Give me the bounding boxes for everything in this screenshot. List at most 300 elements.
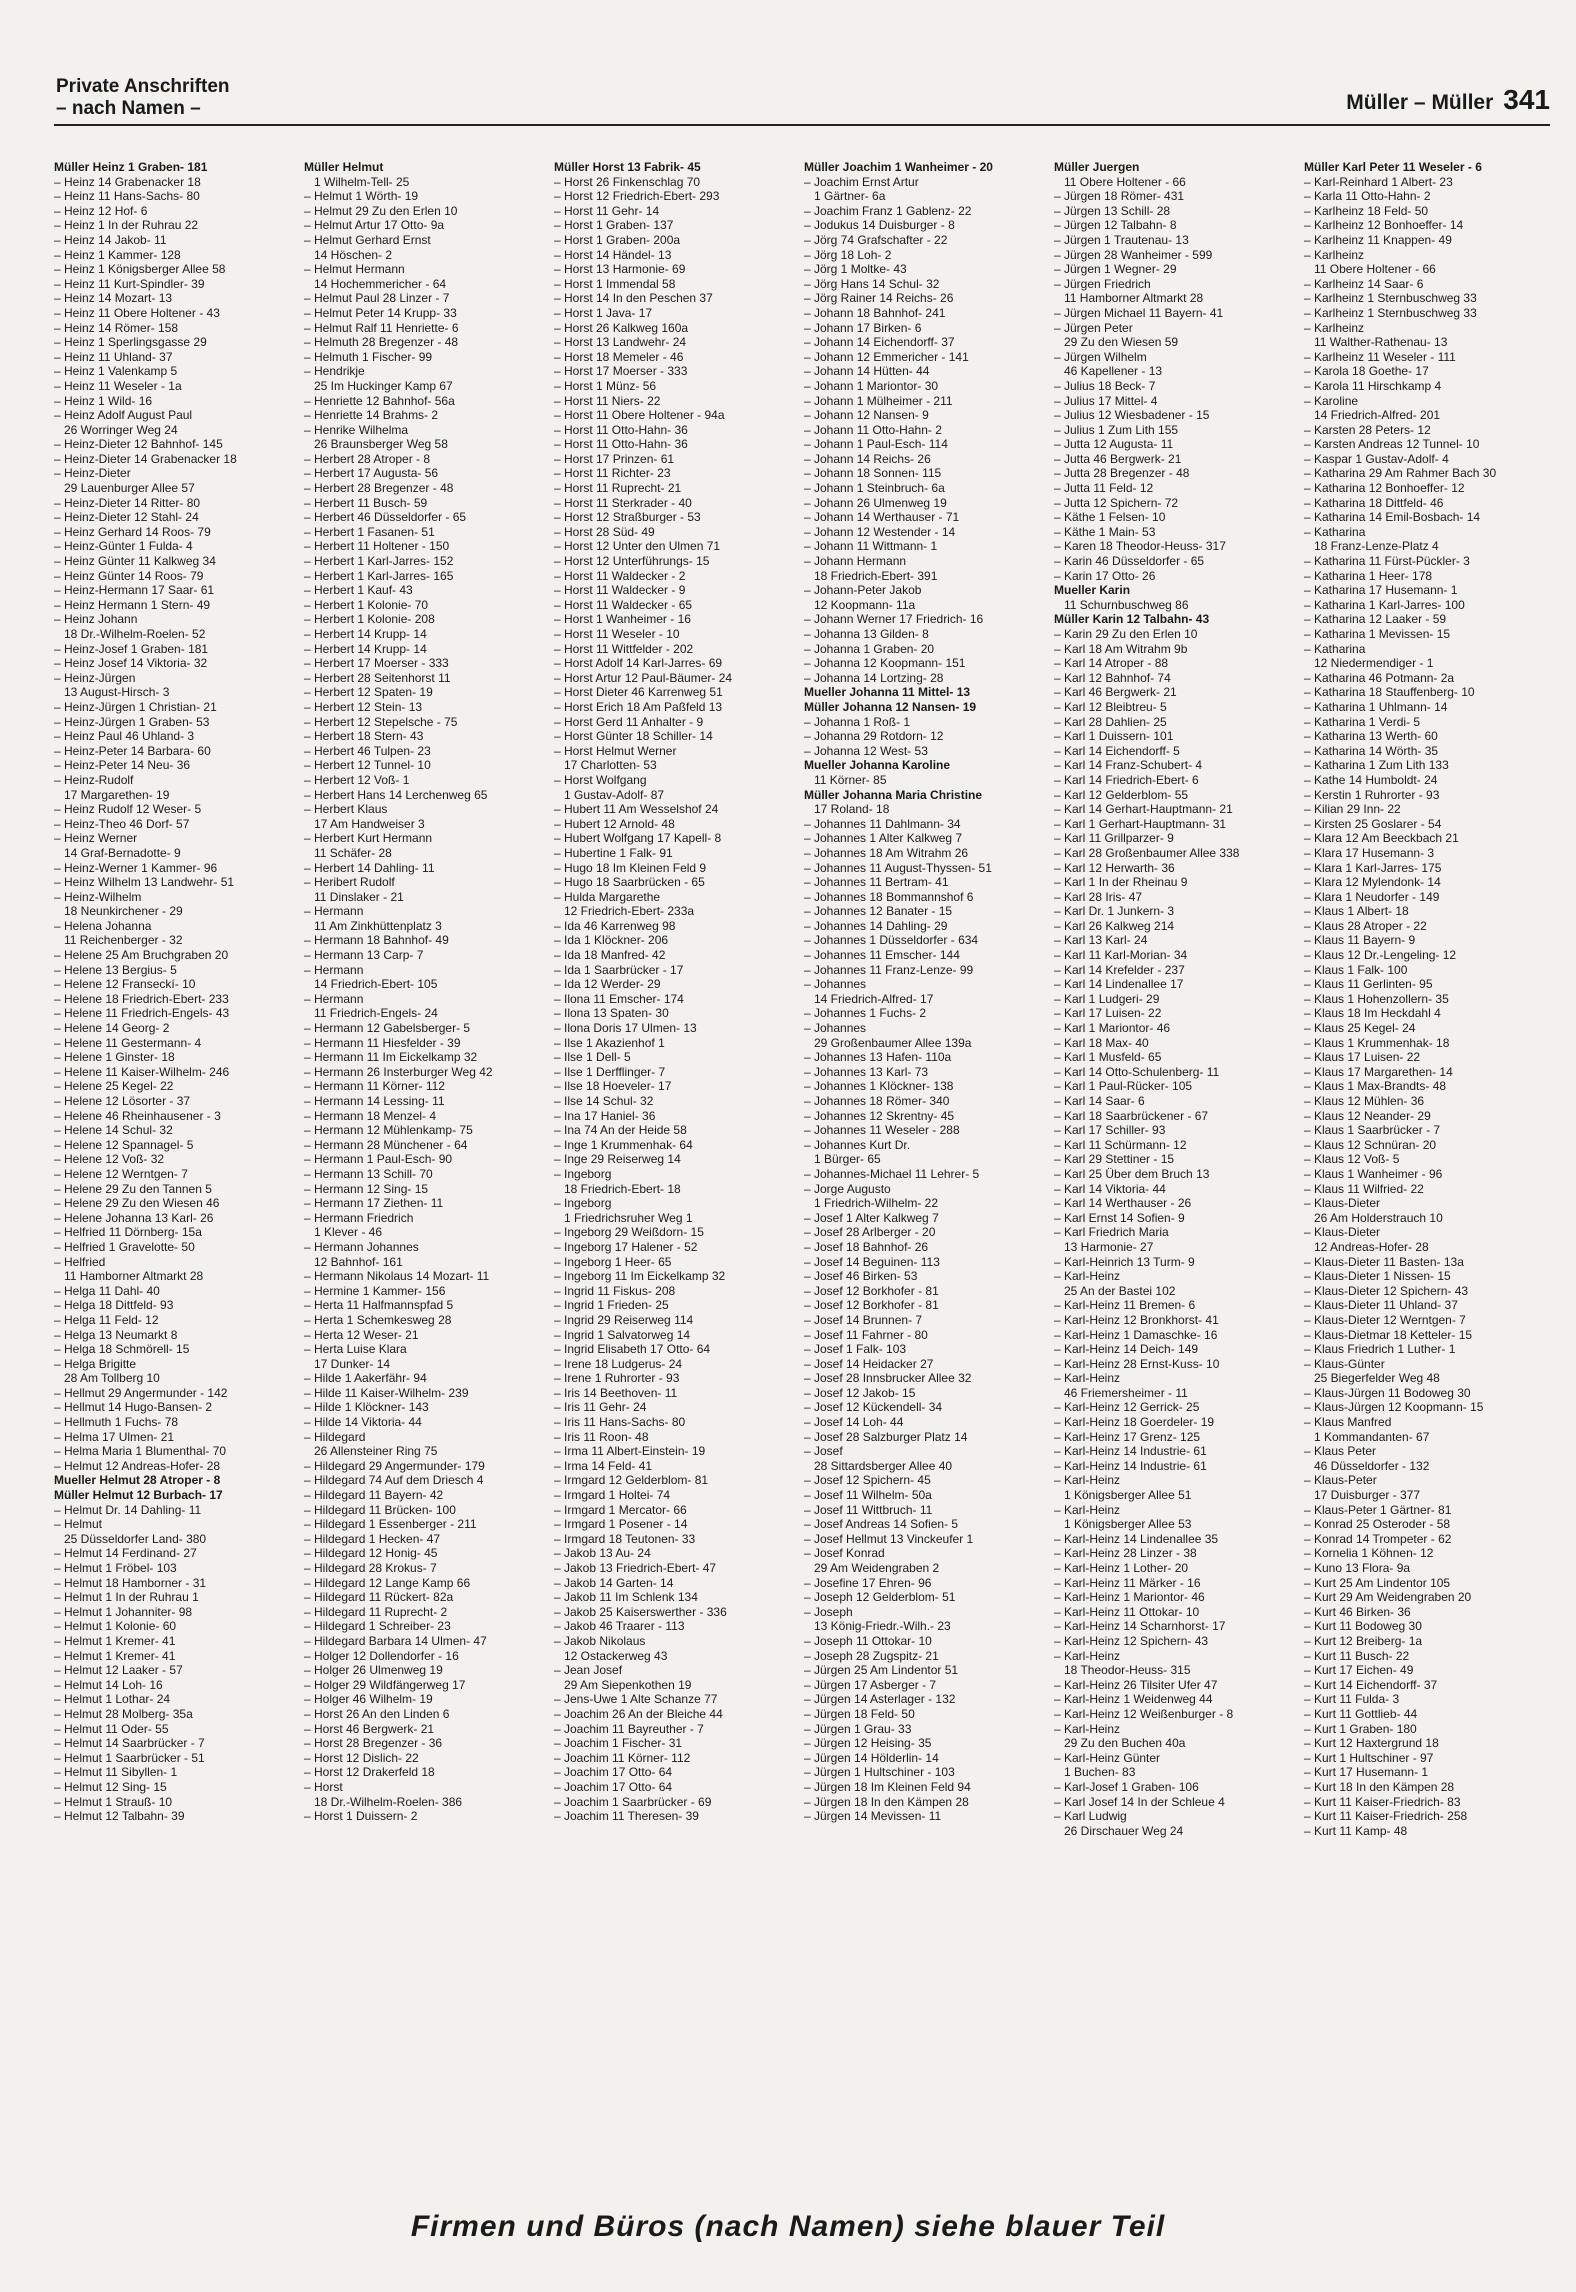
listing-entry: – Heinz 1 Wild- 16 xyxy=(54,393,153,408)
listing-entry: 18 Friedrich-Ebert- 18 xyxy=(564,1181,681,1196)
listing-entry: – Kornelia 1 Köhnen- 12 xyxy=(1304,1546,1434,1561)
listing-entry: – Helmut Dr. 14 Dahling- 11 xyxy=(54,1502,202,1517)
listing-entry: – Helmut Gerhard Ernst xyxy=(304,232,431,247)
listing-entry: – Helene 11 Friedrich-Engels- 43 xyxy=(54,1006,230,1021)
listing-entry: – Helene 14 Georg- 2 xyxy=(54,1021,170,1036)
listing-entry: 11 Hamborner Altmarkt 28 xyxy=(64,1269,204,1284)
listing-entry: – Julius 12 Wiesbadener - 15 xyxy=(1054,408,1210,423)
listing-entry: – Horst 14 Händel- 13 xyxy=(554,247,672,262)
listing-entry: – Joseph 12 Gelderblom- 51 xyxy=(804,1590,956,1605)
listing-entry: 25 Im Huckinger Kamp 67 xyxy=(314,378,453,393)
listing-entry: – Hermann 13 Carp- 7 xyxy=(304,948,424,963)
listing-entry: – Heinz-Dieter 12 Bahnhof- 145 xyxy=(54,437,223,452)
listing-entry: – Holger 29 Wildfängerweg 17 xyxy=(304,1677,466,1692)
listing-entry: – Karl 14 Eichendorff- 5 xyxy=(1054,743,1180,758)
listing-entry: – Josef 12 Borkhofer - 81 xyxy=(804,1298,939,1313)
listing-entry: – Helmuth 1 Fischer- 99 xyxy=(304,349,433,364)
listing-entry: – Inge 1 Krummenhak- 64 xyxy=(554,1137,693,1152)
listing-entry: – Joachim 11 Bayreuther - 7 xyxy=(554,1721,704,1736)
listing-entry: – Henrike Wilhelma xyxy=(304,422,409,437)
listing-entry: – Irmgard 1 Posener - 14 xyxy=(554,1517,688,1532)
listing-entry: – Herbert Kurt Hermann xyxy=(304,831,433,846)
listing-entry: – Herbert 14 Dahling- 11 xyxy=(304,860,435,875)
listing-entry: – Karl 14 Otto-Schulenberg- 11 xyxy=(1054,1064,1220,1079)
listing-entry: – Horst 11 Obere Holtener - 94a xyxy=(554,408,725,423)
listing-entry: – Johannes 14 Dahling- 29 xyxy=(804,918,948,933)
listing-entry: – Jürgen 1 Wegner- 29 xyxy=(1054,262,1177,277)
listing-entry: – Katharina 1 Mevissen- 15 xyxy=(1304,627,1451,641)
listing-entry: – Horst 12 Unterführungs- 15 xyxy=(554,554,710,569)
listing-entry: 46 Düsseldorfer - 132 xyxy=(1314,1458,1430,1473)
listing-entry: – Hildegard 11 Ruprecht- 2 xyxy=(304,1604,448,1619)
listing-entry: – Karl 26 Kalkweg 214 xyxy=(1054,918,1175,933)
listing-entry: – Julius 17 Mittel- 4 xyxy=(1054,393,1158,408)
listing-entry: – Jürgen 1 Grau- 33 xyxy=(804,1721,912,1736)
listing-entry: Müller Karl Peter 11 Weseler - 6 xyxy=(1304,160,1482,174)
listing-entry: 1 Buchen- 83 xyxy=(1064,1765,1136,1780)
listing-entry: – Hildegard 11 Brücken- 100 xyxy=(304,1502,456,1517)
listing-entry: – Kurt 1 Hultschiner - 97 xyxy=(1304,1750,1434,1765)
listing-entry: – Johann 18 Sonnen- 115 xyxy=(804,466,942,481)
listing-entry: – Hellmut 14 Hugo-Bansen- 2 xyxy=(54,1400,213,1415)
listing-entry: – Karl 14 Viktoria- 44 xyxy=(1054,1181,1166,1196)
listing-entry: – Katharina 18 Dittfeld- 46 xyxy=(1304,495,1444,510)
listing-entry: – Kurt 11 Gottlieb- 44 xyxy=(1304,1706,1418,1721)
listing-entry: – Hugo 18 Im Kleinen Feld 9 xyxy=(554,860,707,875)
listing-entry: – Heinz-Dieter 14 Ritter- 80 xyxy=(54,495,201,510)
listing-entry: – Karlheinz 14 Saar- 6 xyxy=(1304,276,1424,291)
listing-entry: – Karl-Heinz xyxy=(1054,1269,1121,1284)
section-title-line1: Private Anschriften xyxy=(56,76,230,97)
listing-entry: – Johanna 12 Koopmann- 151 xyxy=(804,656,966,671)
listing-entry: – Heinz 1 In der Ruhrau 22 xyxy=(54,218,199,233)
listing-entry: – Karl-Heinz 12 Bronkhorst- 41 xyxy=(1054,1312,1219,1327)
listing-entry: – Johanna 29 Rotdorn- 12 xyxy=(804,729,944,744)
listing-entry: – Hilde 14 Viktoria- 44 xyxy=(304,1415,422,1430)
listing-entry: – Klaus-Dieter xyxy=(1304,1225,1381,1240)
listing-entry: – Ilona 13 Spaten- 30 xyxy=(554,1006,669,1021)
listing-entry: – Karl 14 Gerhart-Hauptmann- 21 xyxy=(1054,802,1233,817)
listing-entry: – Heinz-Theo 46 Dorf- 57 xyxy=(54,816,190,831)
listing-entry: – Helmut 12 Sing- 15 xyxy=(54,1779,167,1794)
listing-entry: – Hilde 1 Klöckner- 143 xyxy=(304,1400,429,1415)
listing-entry: – Herbert Hans 14 Lerchenweg 65 xyxy=(304,787,488,802)
listing-entry: – Helene 12 Lösorter - 37 xyxy=(54,1094,191,1108)
listing-entry: – Kurt 29 Am Weidengraben 20 xyxy=(1304,1590,1472,1605)
listing-entry: – Karl Josef 14 In der Schleue 4 xyxy=(1054,1794,1225,1809)
listing-entry: – Kurt 25 Am Lindentor 105 xyxy=(1304,1575,1451,1590)
listing-entry: – Jürgen 18 In den Kämpen 28 xyxy=(804,1794,969,1809)
listing-entry: – Ingeborg 17 Halener - 52 xyxy=(554,1239,698,1254)
listing-entry: – Jakob 13 Friedrich-Ebert- 47 xyxy=(554,1561,717,1575)
listing-entry: 1 Klever - 46 xyxy=(314,1225,383,1240)
listing-entry: – Hermann 11 Hiesfelder - 39 xyxy=(304,1035,461,1050)
listing-entry: – Helmut 1 Fröbel- 103 xyxy=(54,1561,177,1575)
listing-entry: – Jens-Uwe 1 Alte Schanze 77 xyxy=(554,1692,718,1707)
listing-entry: – Klaus-Dieter 12 Spichern- 43 xyxy=(1304,1283,1469,1298)
listing-entry: – Holger 46 Wilhelm- 19 xyxy=(304,1692,433,1707)
listing-entry: – Kurt 14 Eichendorff- 37 xyxy=(1304,1677,1438,1692)
listing-entry: – Helene 25 Am Bruchgraben 20 xyxy=(54,948,229,963)
section-title-line2: – nach Namen – xyxy=(56,98,201,119)
listing-entry: – Johann 26 Ulmenweg 19 xyxy=(804,495,947,510)
listing-entry: – Karl 25 Über dem Bruch 13 xyxy=(1054,1166,1210,1181)
listing-entry: – Horst 1 Münz- 56 xyxy=(554,378,657,393)
listing-entry: – Heinz 14 Römer- 158 xyxy=(54,320,179,335)
listing-entry: – Karl-Heinz 28 Ernst-Kuss- 10 xyxy=(1054,1356,1220,1371)
listing-entry: – Holger 12 Dollendorfer - 16 xyxy=(304,1648,459,1663)
listing-entry: 13 Harmonie- 27 xyxy=(1064,1239,1154,1254)
listing-entry: – Horst Dieter 46 Karrenweg 51 xyxy=(554,685,723,700)
listing-entry: – Josef 11 Wilhelm- 50a xyxy=(804,1488,932,1503)
listing-entry: – Johanna 1 Roß- 1 xyxy=(804,714,911,729)
listing-entry: – Helga 11 Dahl- 40 xyxy=(54,1283,160,1298)
listing-entry: – Horst 26 Finkenschlag 70 xyxy=(554,174,701,189)
listing-entry: – Karl-Reinhard 1 Albert- 23 xyxy=(1304,174,1453,189)
listing-entry: – Karl-Heinz 12 Weißenburger - 8 xyxy=(1054,1706,1234,1721)
listing-entry: – Irene 1 Ruhrorter - 93 xyxy=(554,1371,680,1386)
listing-entry: – Kurt 17 Husemann- 1 xyxy=(1304,1765,1429,1780)
listing-entry: – Karlheinz 1 Sternbuschweg 33 xyxy=(1304,291,1477,306)
listing-entry: 11 Hamborner Altmarkt 28 xyxy=(1064,291,1204,306)
listing-entry: – Heinz-Josef 1 Graben- 181 xyxy=(54,641,209,656)
listing-entry: – Horst 1 Graben- 200a xyxy=(554,232,681,247)
listing-entry: – Karl-Heinz 28 Linzer - 38 xyxy=(1054,1546,1197,1561)
listing-entry: – Helga 18 Dittfeld- 93 xyxy=(54,1298,174,1313)
listing-entry: – Helga Brigitte xyxy=(54,1356,137,1371)
listing-entry: – Heinz 1 Kammer- 128 xyxy=(54,247,181,262)
listing-entry: – Helene 46 Rheinhausener - 3 xyxy=(54,1108,221,1123)
listing-entry: – Karlheinz 11 Knappen- 49 xyxy=(1304,232,1452,247)
listing-entry: – Karl 28 Iris- 47 xyxy=(1054,889,1143,904)
listing-entry: – Helene Johanna 13 Karl- 26 xyxy=(54,1210,214,1225)
listing-entry: – Helene 18 Friedrich-Ebert- 233 xyxy=(54,991,229,1006)
listing-entry: 1 Friedrich-Wilhelm- 22 xyxy=(814,1196,939,1211)
listing-entry: – Herbert Klaus xyxy=(304,802,388,817)
listing-entry: – Heinz-Rudolf xyxy=(54,772,134,787)
listing-entry: – Johanna 13 Gilden- 8 xyxy=(804,627,929,641)
listing-entry: – Karl-Heinz 18 Goerdeler- 19 xyxy=(1054,1415,1215,1430)
listing-entry: – Johannes 1 Klöckner- 138 xyxy=(804,1079,954,1094)
listing-entry: – Josef 46 Birken- 53 xyxy=(804,1269,918,1284)
listing-entry: – Heribert Rudolf xyxy=(304,875,395,890)
listing-entry: – Irma 14 Feld- 41 xyxy=(554,1458,653,1473)
listing-entry: – Herbert 28 Atroper - 8 xyxy=(304,451,431,466)
listing-entry: Müller Heinz 1 Graben- 181 xyxy=(54,160,208,174)
listing-entry: – Hildegard 1 Schreiber- 23 xyxy=(304,1619,451,1634)
listing-entry: – Horst 11 Waldecker - 2 xyxy=(554,568,686,583)
listing-entry: – Horst 11 Otto-Hahn- 36 xyxy=(554,422,688,437)
listing-entry: – Klaus-Dieter 11 Uhland- 37 xyxy=(1304,1298,1458,1313)
listing-entry: – Helene 29 Zu den Wiesen 46 xyxy=(54,1196,220,1211)
listing-entry: – Karl-Heinz 14 Industrie- 61 xyxy=(1054,1444,1207,1459)
listing-entry: 29 Am Siepenkothen 19 xyxy=(564,1677,692,1692)
listing-entry: – Kurt 11 Kamp- 48 xyxy=(1304,1823,1408,1838)
listing-entry: – Johannes 11 Dahlmann- 34 xyxy=(804,816,961,831)
section-header xyxy=(56,76,230,120)
listing-entry: – Hilde 11 Kaiser-Wilhelm- 239 xyxy=(304,1385,469,1400)
listing-entry: – Horst Artur 12 Paul-Bäumer- 24 xyxy=(554,670,733,685)
listing-entry: – Johann 14 Eichendorff- 37 xyxy=(804,335,955,350)
listing-entry: – Klaus-Jürgen 11 Bodoweg 30 xyxy=(1304,1385,1471,1400)
listing-entry: – Hildegard Barbara 14 Ulmen- 47 xyxy=(304,1633,487,1648)
listing-entry: – Johann 18 Bahnhof- 241 xyxy=(804,305,946,320)
listing-entry: – Karl Ernst 14 Sofien- 9 xyxy=(1054,1210,1185,1225)
listing-entry: – Karla 11 Otto-Hahn- 2 xyxy=(1304,189,1431,204)
listing-entry: – Heinz Günter 14 Roos- 79 xyxy=(54,568,204,583)
listing-entry: – Helga 18 Schmörell- 15 xyxy=(54,1342,190,1357)
listing-entry: – Johannes 12 Skrentny- 45 xyxy=(804,1108,955,1123)
listing-entry: – Horst 11 Otto-Hahn- 36 xyxy=(554,437,688,452)
listing-entry: Mueller Johanna Karoline xyxy=(804,758,951,773)
listing-entry: – Joseph xyxy=(804,1604,853,1619)
listing-entry: – Klaus 1 Krummenhak- 18 xyxy=(1304,1035,1450,1050)
listing-entry: – Hubert 11 Am Wesselshof 24 xyxy=(554,802,719,817)
listing-entry: – Karl 14 Friedrich-Ebert- 6 xyxy=(1054,772,1199,787)
listing-entry: – Ilse 18 Hoeveler- 17 xyxy=(554,1079,672,1094)
listing-entry: – Heinz Paul 46 Uhland- 3 xyxy=(54,729,195,744)
listing-entry: 12 Ostackerweg 43 xyxy=(564,1648,668,1663)
listing-entry: – Helmut 29 Zu den Erlen 10 xyxy=(304,203,458,218)
listing-entry: – Johannes 11 Bertram- 41 xyxy=(804,875,949,890)
listing-entry: – Hildegard 74 Auf dem Driesch 4 xyxy=(304,1473,484,1488)
listing-entry: – Kurt 17 Eichen- 49 xyxy=(1304,1663,1414,1678)
listing-entry: – Heinz-Jürgen 1 Christian- 21 xyxy=(54,699,217,714)
listing-entry: – Helga 11 Feld- 12 xyxy=(54,1312,159,1327)
listing-entry: – Helmut 1 Strauß- 10 xyxy=(54,1794,173,1809)
listing-entry: – Kurt 11 Kaiser-Friedrich- 258 xyxy=(1304,1809,1468,1824)
listing-entry: – Herbert 28 Bregenzer - 48 xyxy=(304,481,454,496)
listing-entry: – Josef 14 Beguinen- 113 xyxy=(804,1254,940,1269)
listing-entry: – Horst 17 Moerser - 333 xyxy=(554,364,688,379)
column-1 xyxy=(54,160,304,2180)
listing-entry: – Klaus 12 Schnüran- 20 xyxy=(1304,1137,1437,1152)
listing-entry: – Klaus 1 Wanheimer - 96 xyxy=(1304,1166,1443,1181)
listing-entry: 17 Duisburger - 377 xyxy=(1314,1488,1421,1503)
listing-entry: – Joachim 11 Körner- 112 xyxy=(554,1750,691,1765)
listing-entry: 46 Friemersheimer - 11 xyxy=(1064,1385,1188,1400)
listing-entry: – Johann 1 Mülheimer - 211 xyxy=(804,393,953,408)
listing-entry: – Hildegard 11 Rückert- 82a xyxy=(304,1590,454,1605)
listing-entry: 26 Am Holderstrauch 10 xyxy=(1314,1210,1443,1225)
listing-entry: – Katharina 1 Verdi- 5 xyxy=(1304,714,1421,729)
listing-entry: – Hildegard xyxy=(304,1429,366,1444)
listing-entry: – Karl-Heinz 1 Damaschke- 16 xyxy=(1054,1327,1218,1342)
listing-entry: – Jörg 1 Moltke- 43 xyxy=(804,262,907,277)
listing-entry: – Karlheinz 11 Weseler - 111 xyxy=(1304,349,1456,364)
listing-entry: – Johannes 1 Fuchs- 2 xyxy=(804,1006,927,1021)
listing-entry: – Horst 12 Unter den Ulmen 71 xyxy=(554,539,721,554)
listing-entry: – Heinz-Werner 1 Kammer- 96 xyxy=(54,860,218,875)
listing-entry: – Karl 14 Werthauser - 26 xyxy=(1054,1196,1192,1211)
listing-entry: 13 König-Friedr.-Wilh.- 23 xyxy=(814,1619,951,1634)
listing-entry: – Heinz Günter 11 Kalkweg 34 xyxy=(54,554,216,569)
listing-entry: 17 Dunker- 14 xyxy=(314,1356,391,1371)
listing-entry: – Karl-Heinz 17 Grenz- 125 xyxy=(1054,1429,1201,1444)
listing-entry: – Horst Adolf 14 Karl-Jarres- 69 xyxy=(554,656,723,671)
listing-entry: – Karlheinz 12 Bonhoeffer- 14 xyxy=(1304,218,1464,233)
listing-entry: – Horst 12 Friedrich-Ebert- 293 xyxy=(554,189,720,204)
listing-entry: – Helmut 11 Oder- 55 xyxy=(54,1721,169,1736)
listing-entry: – Hermann 11 Im Eickelkamp 32 xyxy=(304,1050,478,1065)
listing-entry: – Helmut xyxy=(54,1517,103,1532)
listing-entry: – Jürgen 25 Am Lindentor 51 xyxy=(804,1663,959,1678)
listing-entry: – Helmut 1 In der Ruhrau 1 xyxy=(54,1590,199,1605)
listing-entry: – Helene 1 Ginster- 18 xyxy=(54,1050,175,1065)
listing-entry: – Katharina 12 Laaker - 59 xyxy=(1304,612,1447,627)
listing-entry: – Horst 1 Immendal 58 xyxy=(554,276,676,291)
header-rule xyxy=(54,124,1550,126)
listing-entry: – Johannes 11 August-Thyssen- 51 xyxy=(804,860,992,875)
listing-entry: 18 Dr.-Wilhelm-Roelen- 52 xyxy=(64,627,206,641)
listing-entry: – Ilona 11 Emscher- 174 xyxy=(554,991,684,1006)
listing-entry: – Jürgen 1 Trautenau- 13 xyxy=(1054,232,1189,247)
listing-entry: 29 Zu den Wiesen 59 xyxy=(1064,335,1179,350)
listing-entry: – Henriette 14 Brahms- 2 xyxy=(304,408,439,423)
listing-entry: – Herbert 11 Holtener - 150 xyxy=(304,539,450,554)
listing-entry: – Jürgen 18 Feld- 50 xyxy=(804,1706,915,1721)
listing-entry: – Helmut 18 Hamborner - 31 xyxy=(54,1575,207,1590)
listing-entry: 14 Friedrich-Ebert- 105 xyxy=(314,977,438,992)
listing-entry: – Josef 12 Borkhofer - 81 xyxy=(804,1283,939,1298)
listing-entry: – Heinz 1 Sperlingsgasse 29 xyxy=(54,335,207,350)
listing-entry: – Klaus 11 Gerlinten- 95 xyxy=(1304,977,1433,992)
column-3 xyxy=(554,160,804,2180)
listing-entry: – Klaus Friedrich 1 Luther- 1 xyxy=(1304,1342,1456,1357)
listing-entry: – Hildegard 12 Lange Kamp 66 xyxy=(304,1575,471,1590)
listing-entry: – Karl 18 Max- 40 xyxy=(1054,1035,1149,1050)
listing-entry: – Helene 29 Zu den Tannen 5 xyxy=(54,1181,212,1196)
listing-entry: – Klaus-Dieter 11 Basten- 13a xyxy=(1304,1254,1464,1269)
listing-entry: – Heinz 11 Obere Holtener - 43 xyxy=(54,305,220,320)
listing-entry: – Jakob 46 Traarer - 113 xyxy=(554,1619,685,1634)
listing-entry: – Helene 14 Schul- 32 xyxy=(54,1123,173,1138)
listing-entry: – Johannes 1 Alter Kalkweg 7 xyxy=(804,831,963,846)
listing-entry: – Kurt 11 Fulda- 3 xyxy=(1304,1692,1400,1707)
listing-entry: – Helmut 12 Laaker - 57 xyxy=(54,1663,183,1678)
listing-entry: – Karl-Heinz 11 Märker - 16 xyxy=(1054,1575,1201,1590)
listing-entry: – Herbert 1 Karl-Jarres- 165 xyxy=(304,568,454,583)
listing-entry: – Karl 17 Schiller- 93 xyxy=(1054,1123,1166,1138)
listing-entry: – Heinz 1 Königsberger Allee 58 xyxy=(54,262,226,277)
listing-entry: – Hulda Margarethe xyxy=(554,889,661,904)
listing-entry: Müller Juergen xyxy=(1054,160,1140,174)
listing-entry: – Hubert Wolfgang 17 Kapell- 8 xyxy=(554,831,722,846)
listing-entry: – Ingeborg 1 Heer- 65 xyxy=(554,1254,672,1269)
listing-entry: – Klaus-Dietmar 18 Ketteler- 15 xyxy=(1304,1327,1473,1342)
listing-entry: 11 Obere Holtener - 66 xyxy=(1314,262,1436,277)
listing-entry: 14 Friedrich-Alfred- 17 xyxy=(814,991,934,1006)
listing-entry: – Horst 11 Weseler - 10 xyxy=(554,627,680,641)
listing-entry: 1 Königsberger Allee 53 xyxy=(1064,1517,1192,1532)
listing-entry: – Karlheinz 18 Feld- 50 xyxy=(1304,203,1429,218)
listing-entry: – Josef Andreas 14 Sofien- 5 xyxy=(804,1517,959,1532)
listing-entry: – Karl-Heinz xyxy=(1054,1721,1121,1736)
listing-entry: – Karl-Heinz 1 Mariontor- 46 xyxy=(1054,1590,1205,1605)
listing-entry: – Jakob Nikolaus xyxy=(554,1633,646,1648)
listing-entry: – Horst 1 Duissern- 2 xyxy=(304,1809,418,1824)
listing-entry: – Katharina 17 Husemann- 1 xyxy=(1304,583,1458,598)
listing-entry: – Herbert 1 Fasanen- 51 xyxy=(304,524,435,539)
listing-entry: – Katharina 1 Uhlmann- 14 xyxy=(1304,699,1448,714)
listing-entry: – Jürgen 1 Hultschiner - 103 xyxy=(804,1765,955,1780)
listing-entry: – Heinz-Jürgen 1 Graben- 53 xyxy=(54,714,210,729)
listing-entry: 26 Allensteiner Ring 75 xyxy=(314,1444,438,1459)
listing-entry: 14 Graf-Bernadotte- 9 xyxy=(64,845,181,860)
listing-entry: – Herbert 17 Moerser - 333 xyxy=(304,656,449,671)
listing-entry: – Johann Werner 17 Friedrich- 16 xyxy=(804,612,984,627)
listing-entry: – Horst 28 Süd- 49 xyxy=(554,524,655,539)
listing-entry: – Karl-Heinz 14 Industrie- 61 xyxy=(1054,1458,1207,1473)
listing-entry: – Heinz Hermann 1 Stern- 49 xyxy=(54,597,211,612)
listing-entry: Müller Helmut xyxy=(304,160,384,174)
listing-entry: – Jürgen 28 Wanheimer - 599 xyxy=(1054,247,1213,262)
listing-entry: 29 Großenbaumer Allee 139a xyxy=(814,1035,972,1050)
listing-entry: – Ilse 1 Akazienhof 1 xyxy=(554,1035,665,1050)
listing-entry: – Karl 18 Saarbrückener - 67 xyxy=(1054,1108,1209,1123)
listing-entry: – Irmgard 12 Gelderblom- 81 xyxy=(554,1473,709,1488)
listing-entry: – Klaus 18 Im Heckdahl 4 xyxy=(1304,1006,1441,1021)
listing-entry: – Kurt 11 Busch- 22 xyxy=(1304,1648,1410,1663)
listing-entry: – Jutta 28 Bregenzer - 48 xyxy=(1054,466,1190,481)
listing-entry: Müller Karin 12 Talbahn- 43 xyxy=(1054,612,1210,627)
listing-entry: – Ida 18 Manfred- 42 xyxy=(554,948,666,963)
listing-entry: – Johannes 18 Römer- 340 xyxy=(804,1094,950,1108)
listing-entry: – Helmut Ralf 11 Henriette- 6 xyxy=(304,320,459,335)
listing-entry: – Horst 11 Niers- 22 xyxy=(554,393,661,408)
listing-entry: – Jakob 25 Kaiserswerther - 336 xyxy=(554,1604,727,1619)
listing-entry: – Klaus-Jürgen 12 Koopmann- 15 xyxy=(1304,1400,1484,1415)
listing-entry: – Karl 46 Bergwerk- 21 xyxy=(1054,685,1177,700)
listing-entry: – Karl-Heinz xyxy=(1054,1371,1121,1386)
listing-entry: – Hermann Friedrich xyxy=(304,1210,414,1225)
listing-entry: – Helmut 28 Molberg- 35a xyxy=(54,1706,193,1721)
listing-entry: – Herbert 46 Düsseldorfer - 65 xyxy=(304,510,467,525)
listing-entry: 12 Bahnhof- 161 xyxy=(314,1254,403,1269)
listing-entry: – Joachim Ernst Artur xyxy=(804,174,919,189)
listing-entry: – Hellmuth 1 Fuchs- 78 xyxy=(54,1415,179,1430)
listing-entry: 12 Friedrich-Ebert- 233a xyxy=(564,904,695,919)
listing-entry: – Helfried 1 Gravelotte- 50 xyxy=(54,1239,195,1254)
listing-entry: – Kurt 12 Haxtergrund 18 xyxy=(1304,1736,1439,1751)
listing-entry: – Helmut 1 Lothar- 24 xyxy=(54,1692,171,1707)
listing-entry: – Herbert 12 Tunnel- 10 xyxy=(304,758,431,773)
listing-entry: – Heinz 11 Hans-Sachs- 80 xyxy=(54,189,200,204)
listing-entry: – Josef 12 Kückendell- 34 xyxy=(804,1400,943,1415)
listing-entry: – Joseph 11 Ottokar- 10 xyxy=(804,1633,932,1648)
listing-entry: – Heinz-Dieter 14 Grabenacker 18 xyxy=(54,451,237,466)
listing-entry: – Johann 14 Werthauser - 71 xyxy=(804,510,960,525)
listing-entry: – Klaus 12 Voß- 5 xyxy=(1304,1152,1400,1167)
listing-entry: – Julius 1 Zum Lith 155 xyxy=(1054,422,1179,437)
listing-entry: 11 Körner- 85 xyxy=(814,772,887,787)
listing-entry: – Heinz-Peter 14 Neu- 36 xyxy=(54,758,191,773)
listing-entry: – Josef 28 Arlberger - 20 xyxy=(804,1225,936,1240)
listing-entry: – Johann 11 Otto-Hahn- 2 xyxy=(804,422,942,437)
listing-entry: 18 Theodor-Heuss- 315 xyxy=(1064,1663,1191,1678)
listing-entry: – Johann 14 Reichs- 26 xyxy=(804,451,931,466)
listing-entry: – Klaus-Peter xyxy=(1304,1473,1377,1488)
listing-entry: – Irene 18 Ludgerus- 24 xyxy=(554,1356,683,1371)
listing-entry: 1 Gustav-Adolf- 87 xyxy=(564,787,665,802)
listing-entry: – Jürgen 18 Römer- 431 xyxy=(1054,189,1185,204)
listing-entry: 18 Neunkirchener - 29 xyxy=(64,904,183,919)
listing-entry: – Ingrid 1 Frieden- 25 xyxy=(554,1298,669,1313)
listing-entry: – Helmut 12 Andreas-Hofer- 28 xyxy=(54,1458,221,1473)
listing-entry: – Josef Konrad xyxy=(804,1546,885,1561)
listing-entry: – Heinz Josef 14 Viktoria- 32 xyxy=(54,656,208,671)
listing-entry: – Helene 12 Franseckí- 10 xyxy=(54,977,196,992)
